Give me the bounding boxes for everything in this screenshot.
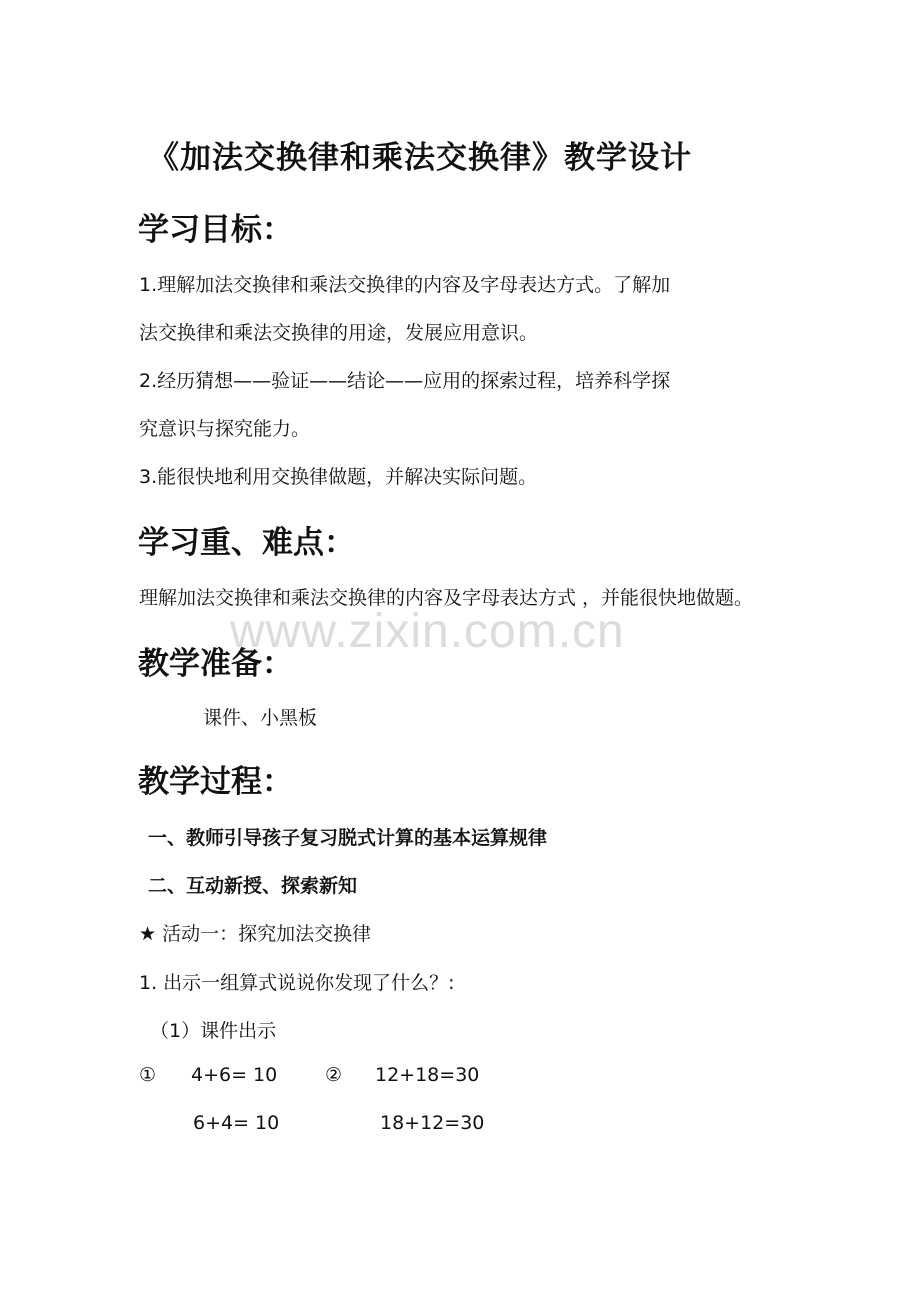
process-step-1: 一、教师引导孩子复习脱式计算的基本运算规律 [148, 827, 548, 849]
objective-line-3: 3.能很快地利用交换律做题，并解决实际问题。 [139, 466, 538, 488]
document-title: 《加法交换律和乘法交换律》教学设计 [148, 140, 692, 176]
objective-line-2a: 2.经历猜想——验证——结论——应用的探索过程，培养科学探 [139, 370, 671, 392]
equation-1a: 4+6= 10 [191, 1064, 278, 1086]
equation-2b: 18+12=30 [380, 1112, 485, 1134]
preparation-text: 课件、小黑板 [203, 707, 318, 729]
objective-line-2b: 究意识与探究能力。 [139, 418, 311, 440]
marker-2: ② [325, 1064, 343, 1086]
preparation-heading: 教学准备： [138, 646, 293, 682]
key-points-text: 理解加法交换律和乘法交换律的内容及字母表达方式 ，并能很快地做题。 [139, 587, 754, 609]
activity-one: ★ 活动一：探究加法交换律 [139, 923, 372, 945]
sub-item-1: （1）课件出示 [150, 1020, 277, 1042]
watermark: www.zixin.com.cn [230, 605, 625, 658]
equation-2a: 12+18=30 [375, 1064, 480, 1086]
question-item-1: 1. 出示一组算式说说你发现了什么？: [139, 972, 455, 994]
process-step-2: 二、互动新授、探索新知 [148, 875, 358, 897]
marker-1: ① [139, 1064, 157, 1086]
key-points-heading: 学习重、难点： [138, 525, 355, 561]
objective-line-1a: 1.理解加法交换律和乘法交换律的内容及字母表达方式。了解加 [139, 274, 671, 296]
objectives-heading: 学习目标： [138, 212, 293, 248]
objective-line-1b: 法交换律和乘法交换律的用途，发展应用意识。 [139, 322, 539, 344]
equation-1b: 6+4= 10 [193, 1112, 280, 1134]
process-heading: 教学过程： [138, 764, 293, 800]
